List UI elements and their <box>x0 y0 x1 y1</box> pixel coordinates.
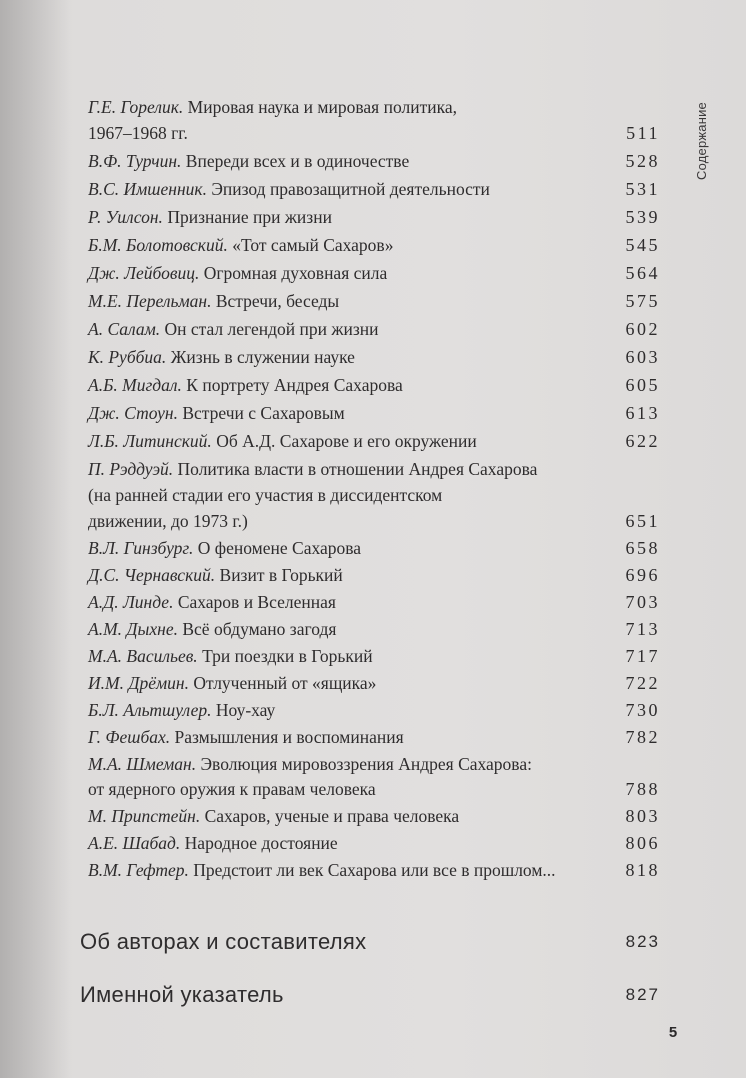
toc-entry <box>88 94 660 120</box>
entry-page-number: 803 <box>625 806 660 826</box>
toc-entry <box>88 830 660 856</box>
entry-page-number: 622 <box>625 431 660 451</box>
entry-title: Предстоит ли век Сахарова или все в прошлом... <box>188 860 556 880</box>
toc-entry <box>88 724 660 750</box>
entry-title: Встречи, беседы <box>211 291 340 311</box>
entry-title-line2: от ядерного оружия к правам человека <box>88 779 376 799</box>
entry-author: Л.Б. Литинский. <box>88 431 212 451</box>
entry-author: Дж. Стоун. <box>88 403 178 423</box>
toc-entry <box>88 857 660 883</box>
entry-title: Всё обдумано загодя <box>177 619 337 639</box>
entry-author: М.А. Васильев. <box>88 646 198 666</box>
entry-page-number: 788 <box>625 779 660 799</box>
toc-entry <box>88 562 660 588</box>
toc-entry <box>88 589 660 615</box>
toc-entry <box>88 232 660 258</box>
toc-entry <box>88 288 660 314</box>
entry-title: Мировая наука и мировая политика, <box>183 97 457 117</box>
entry-author: К. Руббиа. <box>88 347 167 367</box>
page-number-folio: 5 <box>668 1024 678 1041</box>
toc-entry <box>88 616 660 642</box>
entry-author: М. Припстейн. <box>88 806 201 826</box>
entry-page-number: 722 <box>625 673 660 693</box>
entry-author: А.М. Дыхне. <box>88 619 178 639</box>
entry-author: П. Рэддуэй. <box>88 459 174 479</box>
entry-title: «Тот самый Сахаров» <box>227 235 394 255</box>
running-header-contents: Содержание <box>694 102 709 180</box>
toc-entry-continuation <box>88 776 660 802</box>
entry-title: Впереди всех и в одиночестве <box>181 151 410 171</box>
entry-author: Дж. Лейбовиц. <box>88 263 200 283</box>
toc-entry <box>88 316 660 342</box>
toc-entry <box>88 428 660 454</box>
entry-page-number: 545 <box>625 235 660 255</box>
entry-page-number: 613 <box>625 403 660 423</box>
entry-author: А. Салам. <box>88 319 161 339</box>
entry-author: Г. Фешбах. <box>88 727 171 747</box>
toc-entry <box>88 751 660 777</box>
section-page-number: 823 <box>625 932 660 951</box>
entry-title: Отлученный от «ящика» <box>188 673 377 693</box>
entry-page-number: 564 <box>625 263 660 283</box>
entry-title: О феномене Сахарова <box>193 538 362 558</box>
entry-author: Б.Л. Альтшулер. <box>88 700 212 720</box>
toc-entry <box>88 643 660 669</box>
entry-page-number: 658 <box>625 538 660 558</box>
entry-author: Р. Уилсон. <box>88 207 163 227</box>
entry-page-number: 603 <box>625 347 660 367</box>
entry-page-number: 696 <box>625 565 660 585</box>
toc-entry <box>88 803 660 829</box>
entry-title: Жизнь в служении науке <box>166 347 355 367</box>
entry-title-line3: движении, до 1973 г.) <box>88 511 248 531</box>
entry-author: В.М. Гефтер. <box>88 860 189 880</box>
entry-title: Эволюция мировоззрения Андрея Сахарова: <box>196 754 532 774</box>
section-page-number: 827 <box>625 985 660 1004</box>
entry-page-number: 818 <box>625 860 660 880</box>
entry-page-number: 602 <box>625 319 660 339</box>
entry-page-number: 528 <box>625 151 660 171</box>
entry-title: Огромная духовная сила <box>199 263 388 283</box>
toc-entry <box>88 204 660 230</box>
entry-page-number: 651 <box>625 511 660 531</box>
entry-page-number: 806 <box>625 833 660 853</box>
toc-entry-continuation <box>88 120 660 146</box>
toc-entry <box>88 176 660 202</box>
entry-title: Сахаров и Вселенная <box>173 592 336 612</box>
entry-title: К портрету Андрея Сахарова <box>181 375 403 395</box>
toc-entry <box>88 535 660 561</box>
toc-entry <box>88 670 660 696</box>
entry-page-number: 782 <box>625 727 660 747</box>
section-title-name-index: Именной указатель <box>80 982 284 1007</box>
entry-author: И.М. Дрёмин. <box>88 673 189 693</box>
toc-entry <box>88 400 660 426</box>
toc-entry <box>88 260 660 286</box>
spine-shadow <box>0 0 70 1078</box>
toc-entry <box>88 344 660 370</box>
entry-title: Эпизод правозащитной деятельности <box>206 179 490 199</box>
entry-page-number: 717 <box>625 646 660 666</box>
entry-title: Признание при жизни <box>162 207 332 227</box>
entry-author: В.С. Имшенник. <box>88 179 207 199</box>
toc-entry-continuation <box>88 482 660 508</box>
toc-entry <box>88 372 660 398</box>
entry-title: Политика власти в отношении Андрея Сахарова <box>173 459 538 479</box>
entry-author: М.Е. Перельман. <box>88 291 212 311</box>
entry-page-number: 575 <box>625 291 660 311</box>
entry-author: Г.Е. Горелик. <box>88 97 184 117</box>
entry-title: Об А.Д. Сахарове и его окружении <box>211 431 477 451</box>
entry-author: М.А. Шмеман. <box>88 754 197 774</box>
entry-page-number: 605 <box>625 375 660 395</box>
entry-title: Он стал легендой при жизни <box>160 319 379 339</box>
entry-author: А.Д. Линде. <box>88 592 174 612</box>
entry-title-line2: 1967–1968 гг. <box>88 123 188 143</box>
entry-page-number: 511 <box>626 123 660 143</box>
entry-author: В.Ф. Турчин. <box>88 151 182 171</box>
entry-author: Д.С. Чернавский. <box>88 565 216 585</box>
entry-page-number: 531 <box>625 179 660 199</box>
entry-page-number: 539 <box>625 207 660 227</box>
section-title-authors: Об авторах и составителях <box>80 929 367 954</box>
entry-page-number: 713 <box>625 619 660 639</box>
entry-title: Визит в Горький <box>215 565 343 585</box>
entry-title: Три поездки в Горький <box>197 646 373 666</box>
toc-entry <box>88 697 660 723</box>
toc-entry <box>88 148 660 174</box>
entry-author: Б.М. Болотовский. <box>88 235 228 255</box>
entry-title: Размышления и воспоминания <box>170 727 404 747</box>
entry-page-number: 703 <box>625 592 660 612</box>
entry-author: А.Б. Мигдал. <box>88 375 182 395</box>
toc-entry-continuation <box>88 508 660 534</box>
toc-entry <box>88 456 660 482</box>
entry-author: А.Е. Шабад. <box>88 833 181 853</box>
entry-title: Сахаров, ученые и права человека <box>200 806 460 826</box>
entry-title: Ноу-хау <box>211 700 276 720</box>
entry-author: В.Л. Гинзбург. <box>88 538 194 558</box>
entry-title-line2: (на ранней стадии его участия в диссидентском <box>88 485 443 505</box>
entry-title: Встречи с Сахаровым <box>177 403 345 423</box>
entry-page-number: 730 <box>625 700 660 720</box>
entry-title: Народное достояние <box>180 833 338 853</box>
